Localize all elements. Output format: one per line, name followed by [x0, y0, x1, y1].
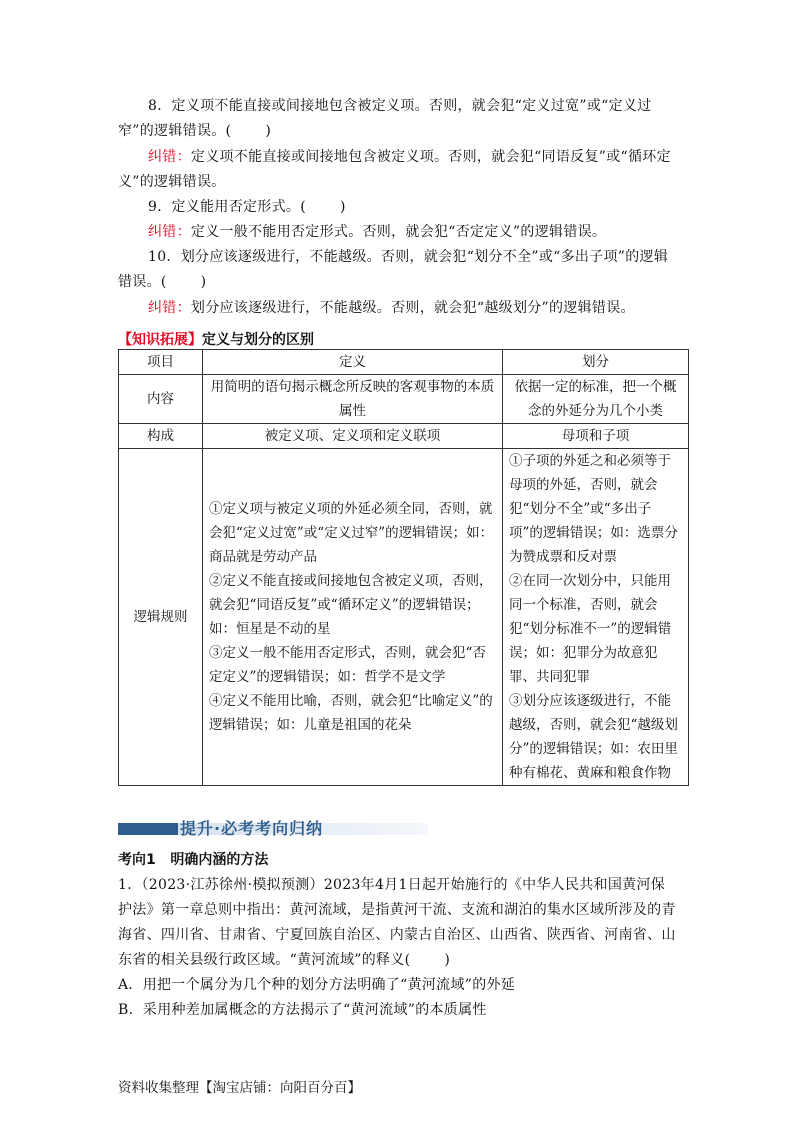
banner-bar [118, 823, 178, 835]
banner-title: 提升·必考考向归纳 [180, 819, 324, 838]
division-rule: ①子项的外延之和必须等于母项的外延，否则，就会犯“划分不全”或“多出子项”的逻辑错误；如：选票分为赞成票和反对票 [509, 453, 678, 565]
correction-label: 纠错： [148, 300, 191, 316]
table-row [119, 424, 689, 449]
header-definition: 定义 [203, 350, 503, 375]
header-division: 划分 [503, 350, 689, 375]
definition-cell: 被定义项、定义项和定义联项 [203, 424, 503, 449]
table-row [119, 375, 689, 424]
question-1-stem: 1．（2023·江苏徐州·模拟预测）2023年4月1日起开始施行的《中华人民共和国黄河保护法》第一章总则中指出：黄河流域，是指黄河干流、支流和湖泊的集水区域所涉及的青海省、四川省、甘肃省、宁夏回族自治区、内蒙古自治区、山西省、陕西省、河南省、山东省的相关县级行政区域。“黄河流域”的释义( ) [118, 877, 676, 968]
question-1-option-a: A．用把一个属分为几个种的划分方法明确了“黄河流域”的外延 [118, 977, 516, 993]
item-9-correction: 纠错：定义一般不能用否定形式。否则，就会犯“否定定义”的逻辑错误。 [148, 224, 607, 240]
header-item: 项目 [119, 350, 203, 375]
item-9-question: 9．定义能用否定形式。( ) [148, 199, 346, 215]
comparison-table [118, 349, 689, 786]
definition-rules-cell [203, 449, 503, 786]
division-cell: 母项和子项 [503, 424, 689, 449]
definition-cell: 用简明的语句揭示概念所反映的客观事物的本质属性 [203, 375, 503, 424]
item-10-correction: 纠错：划分应该逐级进行，不能越级。否则，就会犯“越级划分”的逻辑错误。 [148, 300, 635, 316]
division-rules-cell [503, 449, 689, 786]
direction-heading: 考向1 明确内涵的方法 [118, 852, 269, 868]
division-rule: ②在同一次划分中，只能用同一个标准，否则，就会犯“划分标准不一”的逻辑错误；如：犯罪分为故意犯罪、共同犯罪 [509, 573, 672, 685]
footer-source: 资料收集整理【淘宝店铺：向阳百分百】 [118, 1080, 361, 1096]
knowledge-heading: 【知识拓展】定义与划分的区别 [118, 332, 314, 348]
definition-rule: ①定义项与被定义项的外延必须全同，否则，就会犯“定义过宽”或“定义过窄”的逻辑错误；如：商品就是劳动产品 [209, 501, 494, 565]
item-10-question: 10．划分应该逐级进行，不能越级。否则，就会犯“划分不全”或“多出子项”的逻辑错误。( ) [118, 249, 669, 290]
item-8-question: 8．定义项不能直接或间接地包含被定义项。否则，就会犯“定义过宽”或“定义过窄”的逻辑错误。( ) [118, 98, 652, 139]
definition-rule: ③定义一般不能用否定形式，否则，就会犯“否定定义”的逻辑错误；如：哲学不是文学 [209, 645, 486, 685]
row-label: 逻辑规则 [119, 449, 203, 786]
table-header-row [119, 350, 689, 375]
row-label: 内容 [119, 375, 203, 424]
table-row [119, 449, 689, 786]
definition-rule: ④定义不能用比喻，否则，就会犯“比喻定义”的逻辑错误；如：儿童是祖国的花朵 [209, 693, 493, 733]
section-banner [118, 816, 428, 840]
division-cell: 依据一定的标准，把一个概念的外延分为几个小类 [503, 375, 689, 424]
definition-rule: ②定义不能直接或间接地包含被定义项，否则，就会犯“同语反复”或“循环定义”的逻辑错误；如：恒星是不动的星 [209, 573, 493, 637]
correction-label: 纠错： [148, 149, 191, 165]
row-label: 构成 [119, 424, 203, 449]
division-rule: ③划分应该逐级进行，不能越级，否则，就会犯“越级划分”的逻辑错误；如：农田里种有棉花、黄麻和粮食作物 [509, 693, 678, 781]
question-1-option-b: B．采用种差加属概念的方法揭示了“黄河流域”的本质属性 [118, 1002, 487, 1018]
correction-label: 纠错： [148, 224, 191, 240]
item-8-correction: 纠错：定义项不能直接或间接地包含被定义项。否则，就会犯“同语反复”或“循环定义”的逻辑错误。 [118, 149, 671, 190]
